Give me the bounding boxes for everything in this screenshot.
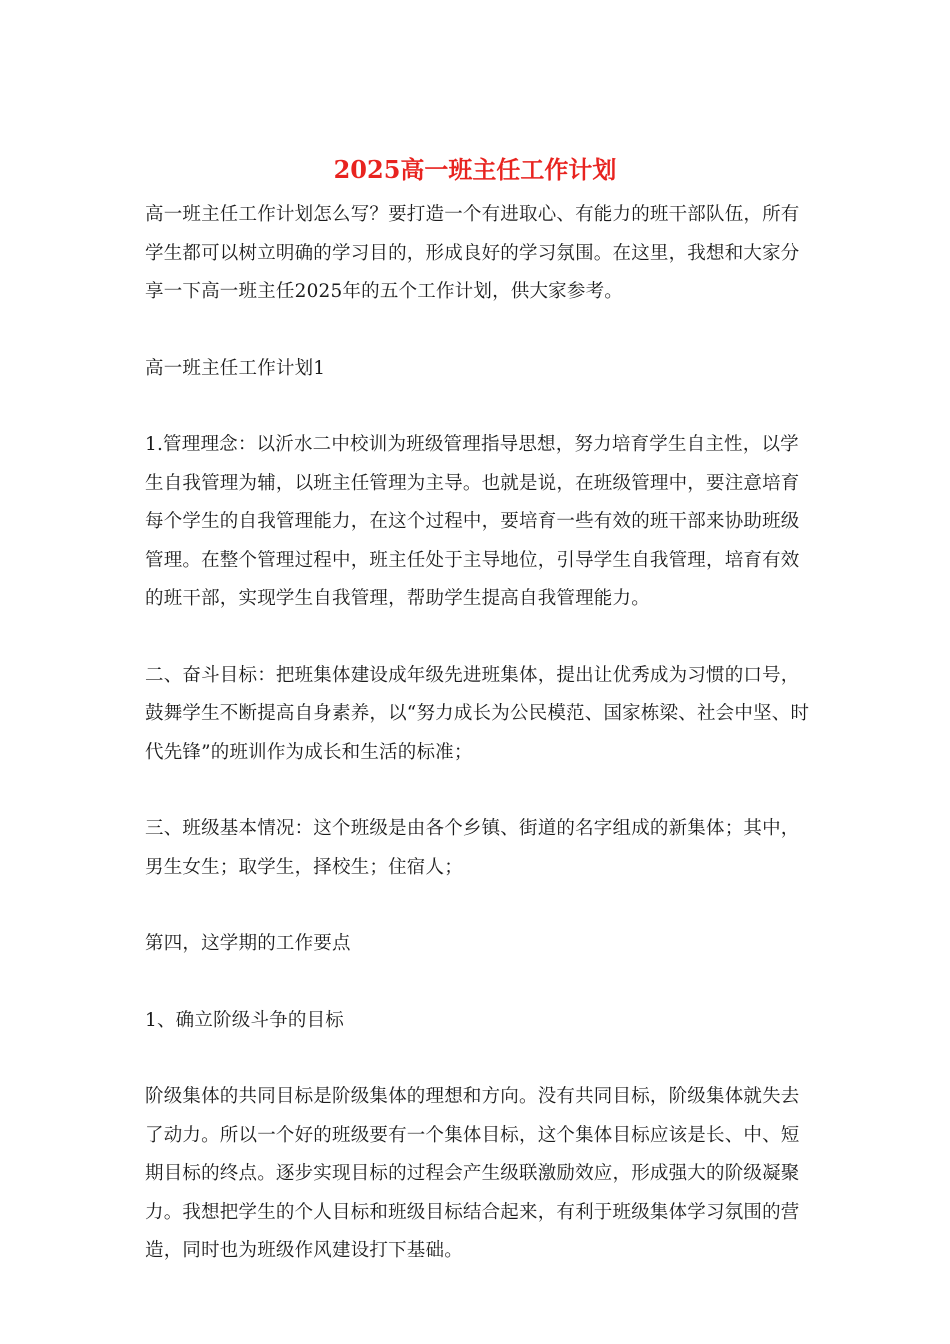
subheading-goal: 1、确立阶级斗争的目标 [145, 1009, 344, 1031]
plan-heading: 高一班主任工作计划1 [145, 357, 326, 379]
management-philosophy-paragraph: 1.管理理念：以沂水二中校训为班级管理指导思想，努力培育学生自主性，以学生自我管理为辅，以班主任管理为主导。也就是说，在班级管理中，要注意培育每个学生的自我管理能力，在这个过程中，要培育一些有效的班干部来协助班级管理。在整个管理过程中，班主任处于主导地位，引导学生自我管理，培育有效的班干部，实现学生自我管理，帮助学生提高自我管理能力。 [145, 434, 800, 609]
key-points-heading: 第四，这学期的工作要点 [145, 933, 351, 954]
collective-goal-paragraph: 阶级集体的共同目标是阶级集体的理想和方向。没有共同目标，阶级集体就失去了动力。所以一个好的班级要有一个集体目标，这个集体目标应该是长、中、短期目标的终点。逐步实现目标的过程会产生级联激励效应，形成强大的阶级凝聚力。我想把学生的个人目标和班级目标结合起来，有利于班级集体学习氛围的营造，同时也为班级作风建设打下基础。 [145, 1086, 800, 1261]
class-situation-paragraph: 三、班级基本情况：这个班级是由各个乡镇、街道的名字组成的新集体；其中，男生女生；取学生，择校生；住宿人； [145, 818, 800, 878]
document-title: 2025高一班主任工作计划 [333, 155, 617, 184]
intro-paragraph: 高一班主任工作计划怎么写？要打造一个有进取心、有能力的班干部队伍，所有学生都可以树立明确的学习目的，形成良好的学习氛围。在这里，我想和大家分享一下高一班主任2025年的五个工作计划，供大家参考。 [145, 204, 800, 302]
document-body [145, 196, 815, 1309]
goals-paragraph: 二、奋斗目标：把班集体建设成年级先进班集体，提出让优秀成为习惯的口号，鼓舞学生不断提高自身素养，以“努力成长为公民模范、国家栋梁、社会中坚、时代先锋”的班训作为成长和生活的标准； [145, 664, 810, 763]
